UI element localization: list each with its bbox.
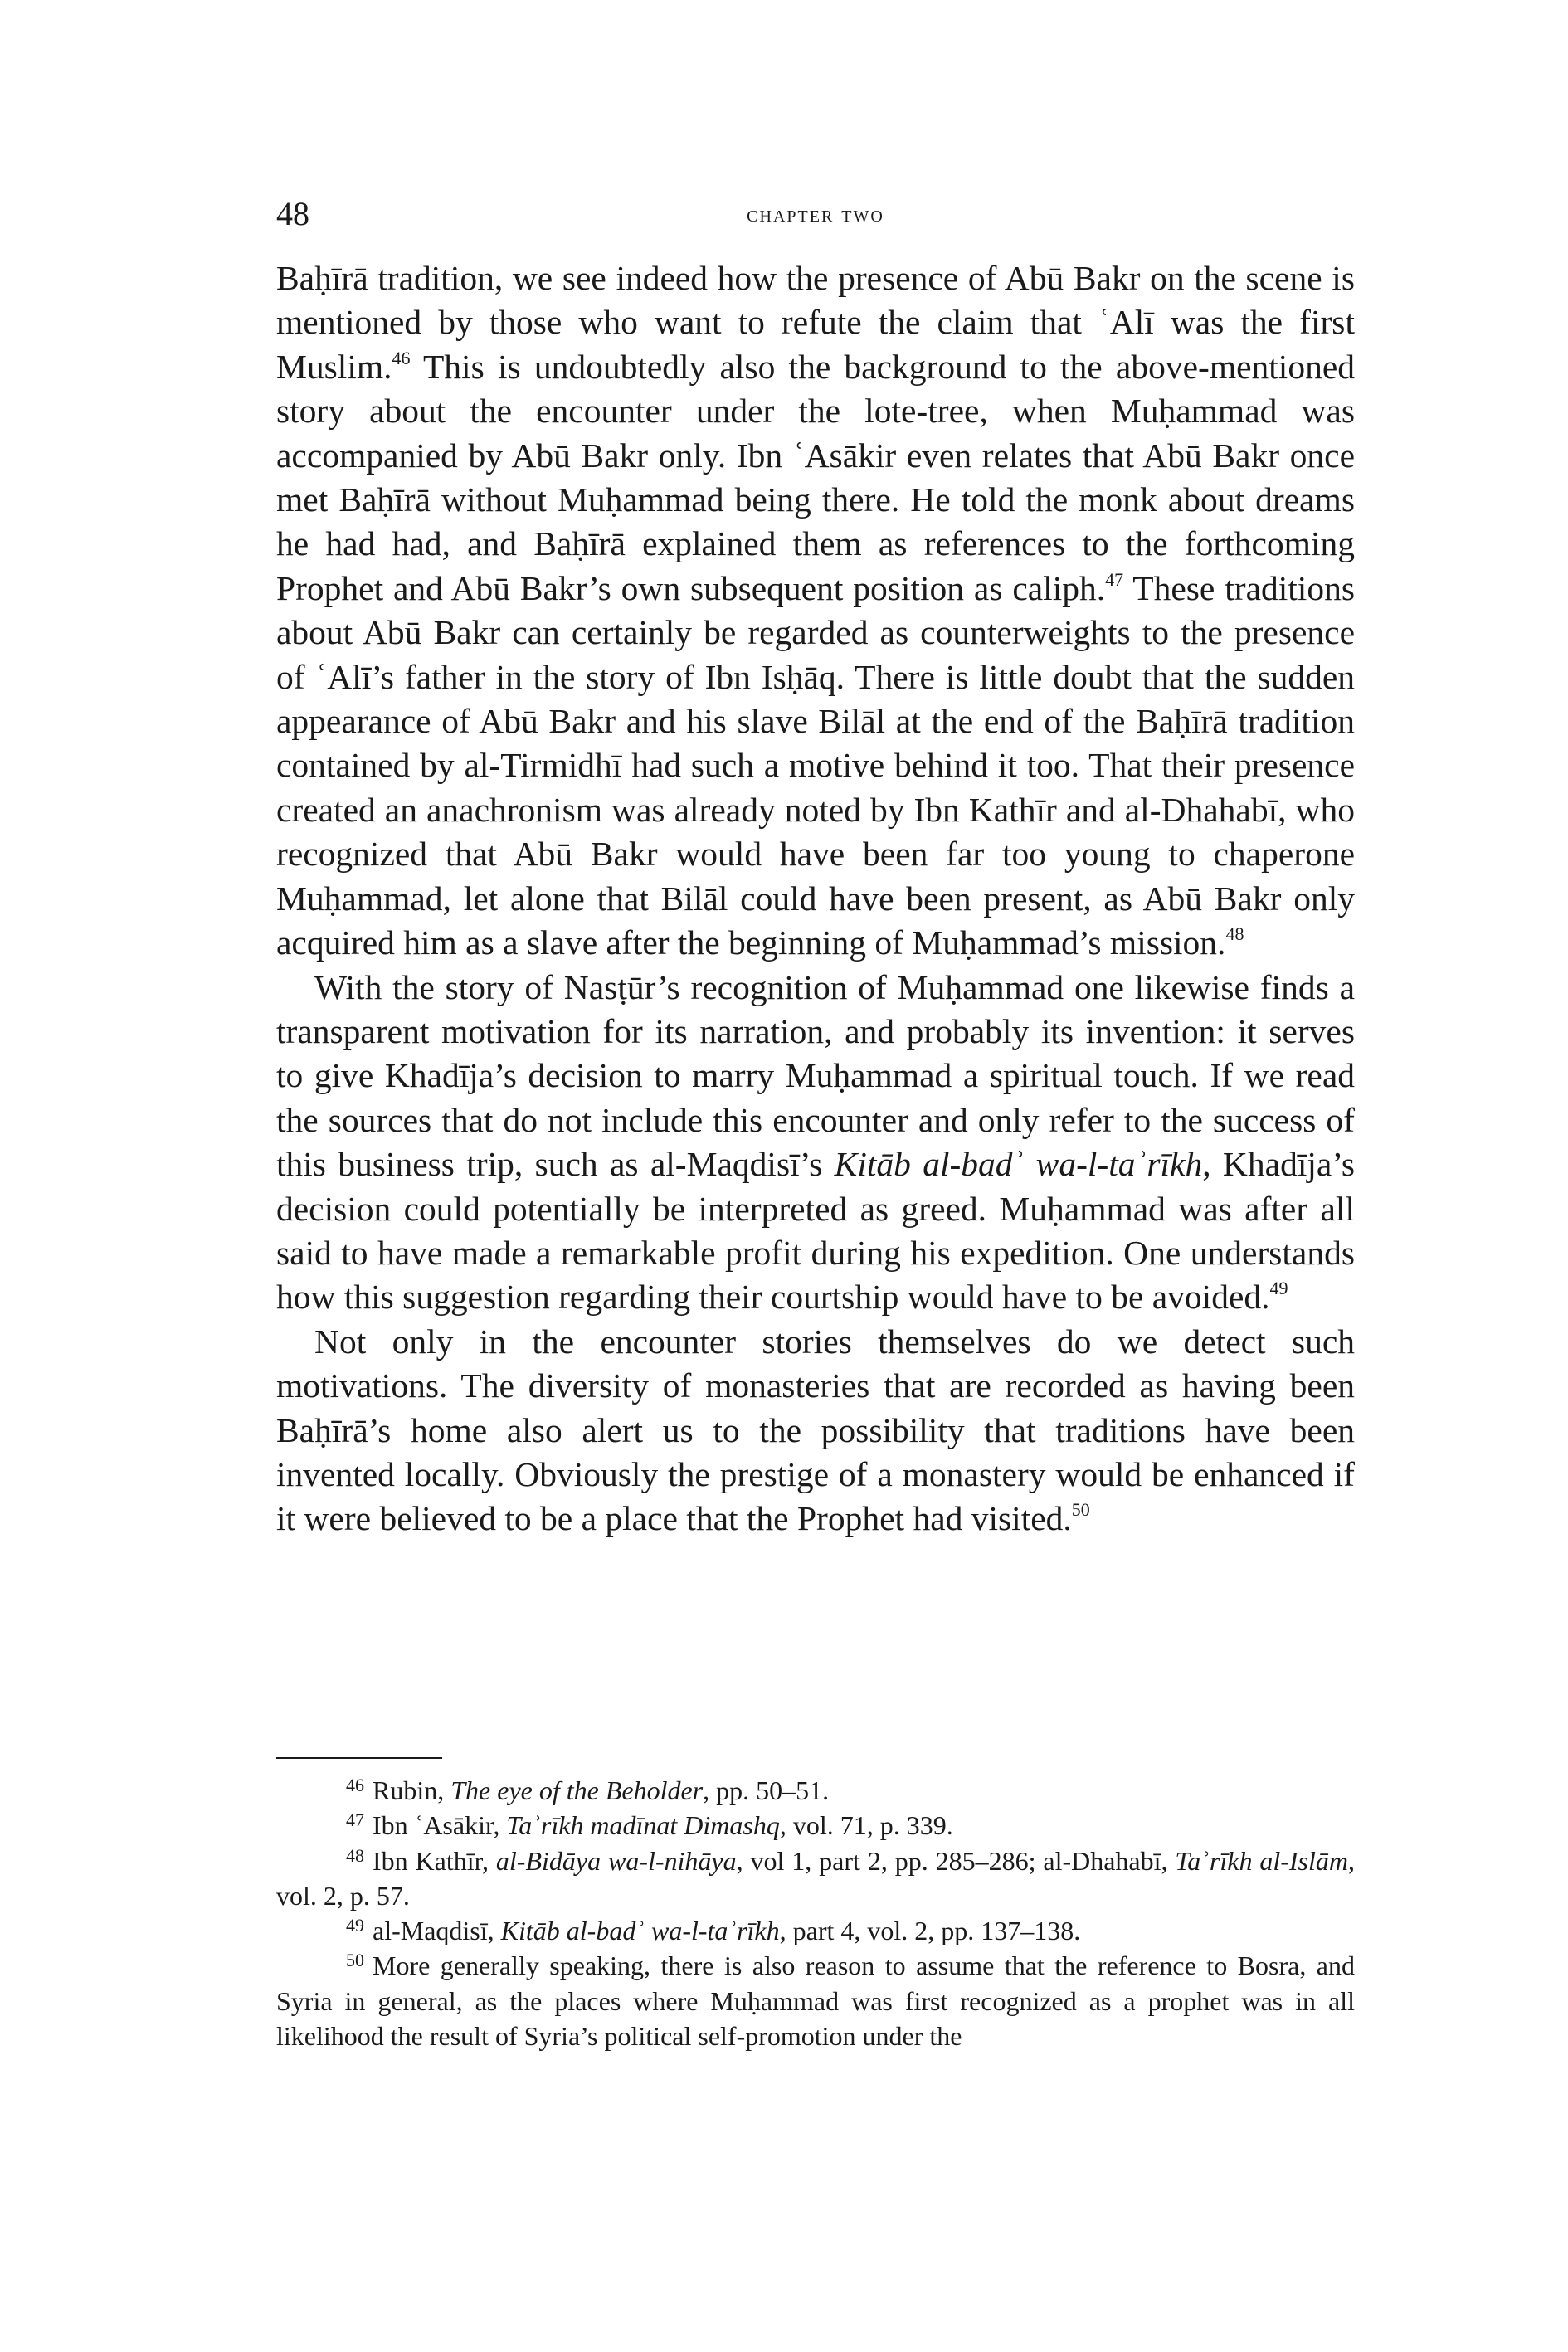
footnote-italic-title: al-Bidāya wa-l-nihāya	[495, 1845, 737, 1876]
paragraph-3-text-a: Not only in the encounter stories themselves do we detect such motivations. The diversity of monasteries that are recorded as having been Baḥīrā’s home also alert us to the possibility that traditions have been invented locally. Obviously the prestige of a monastery would be enhanced if it were believed to be a place that the Prophet had visited.	[276, 1322, 1355, 1538]
footnote-ref-46: 46	[392, 347, 411, 368]
footnote-italic-title: The eye of the Beholder	[450, 1775, 704, 1805]
footnote-italic-title: Kitāb al-badʾ wa-l-taʾrīkh	[500, 1916, 780, 1946]
footnote-number: 50	[346, 1950, 364, 1971]
footnote-text: Ibn Kathīr,	[373, 1845, 496, 1876]
body-text	[276, 256, 1355, 1541]
footnote-number: 49	[346, 1915, 364, 1936]
paragraph-1-text-c: These traditions about Abū Bakr can certainly be regarded as counterweights to the presence of ʿAlī’s father in the story of Ibn Isḥāq. There is little doubt that the sudden appearance of Abū Bakr and his slave Bilāl at the end of the Baḥīrā tradition contained by al-Tirmidhī had such a motive behind it too. That their presence created an anachronism was already noted by Ibn Kathīr and al-Dhahabī, who recognized that Abū Bakr would have been far too young to chaperone Muḥammad, let alone that Bilāl could have been present, as Abū Bakr only acquired him as a slave after the beginning of Muḥammad’s mission.	[276, 568, 1355, 962]
footnote-text: More generally speaking, there is also reason to assume that the reference to Bosra, and Syria in general, as the places where Muḥammad was first recognized as a prophet was in all likelihood the result of Syria’s political self-promotion under the	[276, 1950, 1355, 2052]
footnote-49	[276, 1913, 1355, 1948]
footnote-ref-47: 47	[1105, 568, 1124, 590]
paragraph-2-text-b: , Khadīja’s decision could potentially be interpreted as greed. Muḥammad was after all said to have made a remarkable profit during his expedition. One understands how this suggestion regarding their courtship would have to be avoided.	[276, 1145, 1355, 1317]
paragraph-1-text-a: Baḥīrā tradition, we see indeed how the presence of Abū Bakr on the scene is mentioned by those who want to refute the claim that ʿAlī was the first Muslim.	[276, 259, 1355, 386]
footnote-text: , part 4, vol. 2, pp. 137–138.	[779, 1916, 1081, 1946]
paragraph-3	[276, 1320, 1355, 1541]
footnote-46	[276, 1773, 1355, 1808]
footnote-italic-title: Taʾrīkh al-Islām	[1175, 1845, 1349, 1876]
footnote-ref-50: 50	[1071, 1499, 1090, 1521]
footnote-text: Ibn ʿAsākir,	[373, 1810, 507, 1841]
footnote-number: 47	[346, 1809, 364, 1831]
footnote-italic-title: Taʾrīkh madīnat Dimashq	[506, 1810, 780, 1841]
footnote-ref-49: 49	[1269, 1278, 1288, 1299]
paragraph-2-text-a: With the story of Nasṭūr’s recognition of Muḥammad one likewise finds a transparent motivation for its narration, and probably its invention: it serves to give Khadīja’s decision to marry Muḥammad a spiritual touch. If we read the sources that do not include this encounter and only refer to the success of this business trip, such as al-Maqdisī’s	[276, 967, 1355, 1184]
footnote-text: , pp. 50–51.	[703, 1775, 830, 1805]
footnote-text: , vol 1, part 2, pp. 285–286; al-Dhahabī,	[736, 1845, 1176, 1876]
footnotes	[276, 1773, 1355, 2053]
chapter-title: chapter two	[747, 202, 884, 227]
footnote-rule	[276, 1757, 442, 1759]
footnote-text: , vol. 71, p. 339.	[779, 1810, 953, 1841]
footnote-text: al-Maqdisī,	[373, 1916, 501, 1946]
paragraph-1-text-b: This is undoubtedly also the background to the above-mentioned story about the encounter under the lote-tree, when Muḥammad was accompanied by Abū Bakr only. Ibn ʿAsākir even relates that Abū Bakr once met Baḥīrā without Muḥammad being there. He told the monk about dreams he had had, and Baḥīrā explained them as references to the forthcoming Prophet and Abū Bakr’s own subsequent position as caliph.	[276, 347, 1355, 607]
footnote-number: 48	[346, 1844, 364, 1866]
footnote-48	[276, 1843, 1355, 1914]
footnote-47	[276, 1808, 1355, 1843]
paragraph-2	[276, 966, 1355, 1320]
footnote-text: Rubin,	[373, 1775, 451, 1805]
footnote-text: , vol. 2, p. 57.	[276, 1845, 1356, 1911]
footnote-ref-48: 48	[1225, 923, 1244, 945]
page-number: 48	[276, 195, 309, 232]
paragraph-1	[276, 256, 1355, 966]
running-head	[276, 193, 1355, 243]
footnote-number: 46	[346, 1775, 364, 1795]
footnote-50	[276, 1948, 1355, 2053]
paragraph-2-italic-title: Kitāb al-badʾ wa-l-taʾrīkh	[834, 1145, 1203, 1184]
